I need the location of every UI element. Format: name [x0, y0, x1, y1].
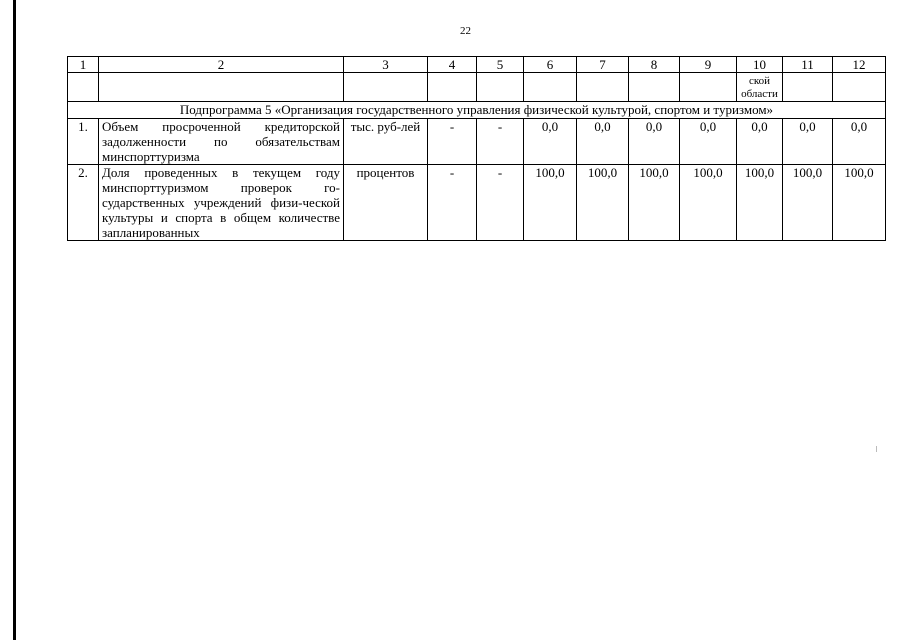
cell-value: 0,0 — [783, 119, 833, 165]
row-number: 2. — [68, 165, 99, 241]
cell-value: 100,0 — [833, 165, 886, 241]
cell-value: - — [477, 165, 524, 241]
cell-value: 100,0 — [737, 165, 783, 241]
table-row — [68, 119, 886, 165]
col-number: 9 — [680, 57, 737, 73]
scan-artifact — [876, 446, 877, 452]
col-number: 12 — [833, 57, 886, 73]
cell-value: 0,0 — [577, 119, 629, 165]
indicator-name: Объем просроченной кредиторской задолженности по обязательствам минспорттуризма — [99, 119, 344, 165]
cell-value: 100,0 — [524, 165, 577, 241]
unit: тыс. руб-лей — [344, 119, 428, 165]
col-number: 1 — [68, 57, 99, 73]
col-number: 5 — [477, 57, 524, 73]
page-number: 22 — [460, 25, 471, 37]
section-row — [68, 102, 886, 119]
cell-value: - — [428, 119, 477, 165]
header-continuation-row — [68, 73, 886, 102]
col-number: 10 — [737, 57, 783, 73]
cell-value: 0,0 — [833, 119, 886, 165]
cell-value: 100,0 — [577, 165, 629, 241]
cell-value: 0,0 — [524, 119, 577, 165]
cell-value: - — [428, 165, 477, 241]
table-row — [68, 165, 886, 241]
cell-value: 100,0 — [629, 165, 680, 241]
column-number-row — [68, 57, 886, 73]
unit: процентов — [344, 165, 428, 241]
col-number: 11 — [783, 57, 833, 73]
col-number: 4 — [428, 57, 477, 73]
cell-value: 0,0 — [629, 119, 680, 165]
row-number: 1. — [68, 119, 99, 165]
section-title: Подпрограмма 5 «Организация государственного управления физической культурой, спортом и туризмом» — [68, 102, 886, 119]
cell-value: 0,0 — [737, 119, 783, 165]
col-number: 3 — [344, 57, 428, 73]
cell-value: - — [477, 119, 524, 165]
cell-value: 100,0 — [783, 165, 833, 241]
col-number: 2 — [99, 57, 344, 73]
left-margin-bar — [13, 0, 16, 640]
col-number: 8 — [629, 57, 680, 73]
col-number: 6 — [524, 57, 577, 73]
indicators-table — [67, 56, 886, 241]
indicator-name: Доля проведенных в текущем году минспорттуризмом проверок го-сударственных учреждений физи-ческой культуры и спорта в общем количестве запланированных — [99, 165, 344, 241]
cell-value: 0,0 — [680, 119, 737, 165]
cell-value: 100,0 — [680, 165, 737, 241]
col10-continuation: ской области — [737, 73, 783, 102]
col-number: 7 — [577, 57, 629, 73]
